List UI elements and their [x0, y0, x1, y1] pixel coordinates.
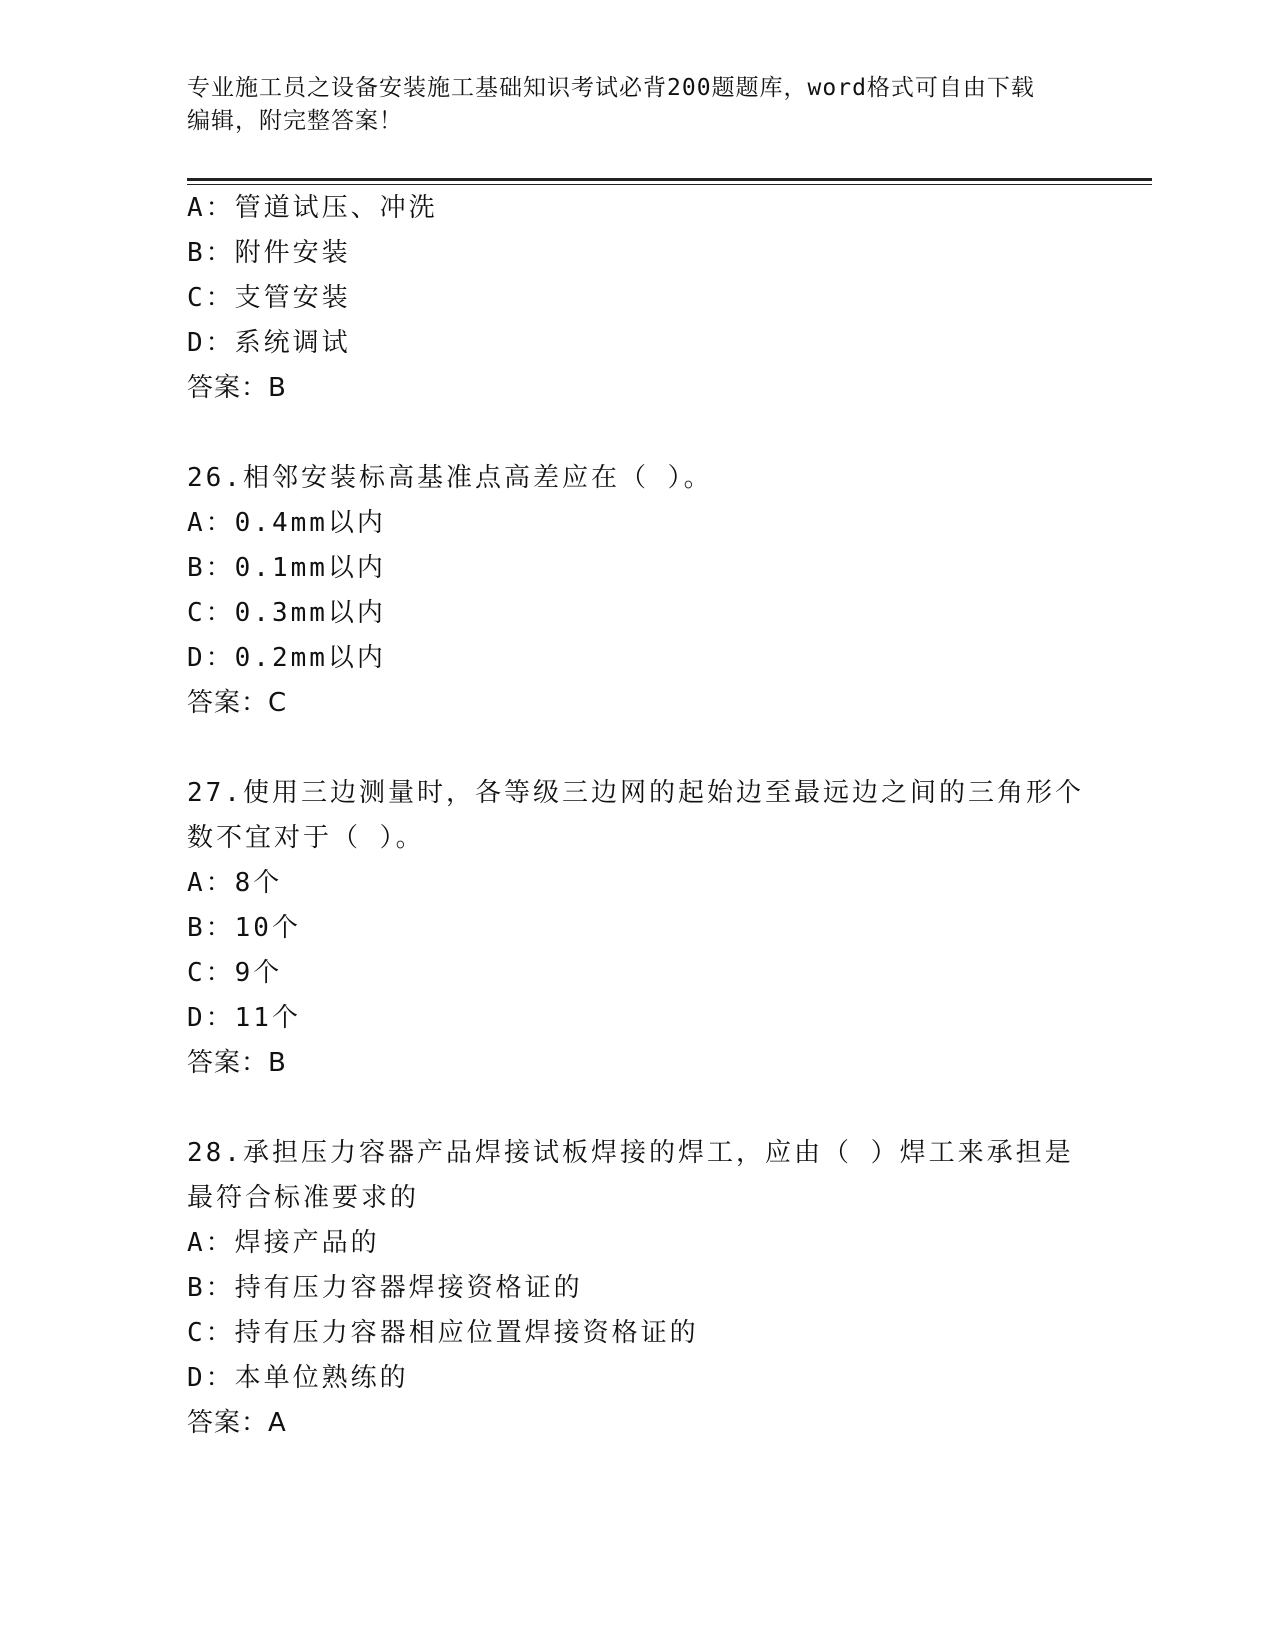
- header-divider-thick: [187, 178, 1152, 181]
- q27-option-a: A：8个: [187, 868, 283, 898]
- q25-option-c: C：支管安装: [187, 283, 351, 313]
- q28-option-d: D：本单位熟练的: [187, 1363, 409, 1393]
- q26-option-c: C：0.3mm以内: [187, 598, 386, 628]
- q27-option-d: D：11个: [187, 1003, 301, 1033]
- q26-option-d: D：0.2mm以内: [187, 643, 386, 673]
- q26-answer: 答案：C: [187, 688, 288, 718]
- q25-option-b: B：附件安装: [187, 238, 351, 268]
- q27-stem-line1: 27.使用三边测量时，各等级三边网的起始边至最远边之间的三角形个: [187, 778, 1084, 808]
- q27-stem-line2: 数不宜对于（ ）。: [187, 823, 425, 853]
- document-header: [187, 72, 1087, 138]
- q28-option-c: C：持有压力容器相应位置焊接资格证的: [187, 1318, 699, 1348]
- q27-option-c: C：9个: [187, 958, 283, 988]
- q25-option-a: A：管道试压、冲洗: [187, 193, 438, 223]
- header-title-line2: 编辑，附完整答案！: [187, 108, 403, 134]
- q28-option-b: B：持有压力容器焊接资格证的: [187, 1273, 583, 1303]
- header-divider-thin: [187, 184, 1152, 185]
- q27-option-b: B：10个: [187, 913, 301, 943]
- q26-option-b: B：0.1mm以内: [187, 553, 386, 583]
- q28-answer: 答案：A: [187, 1408, 287, 1438]
- q25-answer: 答案：B: [187, 373, 287, 403]
- q28-stem-line2: 最符合标准要求的: [187, 1183, 420, 1213]
- q26-stem: 26.相邻安装标高基准点高差应在（ ）。: [187, 463, 713, 493]
- q28-option-a: A：焊接产品的: [187, 1228, 380, 1258]
- q25-option-d: D：系统调试: [187, 328, 351, 358]
- q26-option-a: A：0.4mm以内: [187, 508, 386, 538]
- header-title-line1: 专业施工员之设备安装施工基础知识考试必背200题题库，word格式可自由下载: [187, 75, 1035, 101]
- q28-stem-line1: 28.承担压力容器产品焊接试板焊接的焊工，应由（ ）焊工来承担是: [187, 1138, 1074, 1168]
- q27-answer: 答案：B: [187, 1048, 287, 1078]
